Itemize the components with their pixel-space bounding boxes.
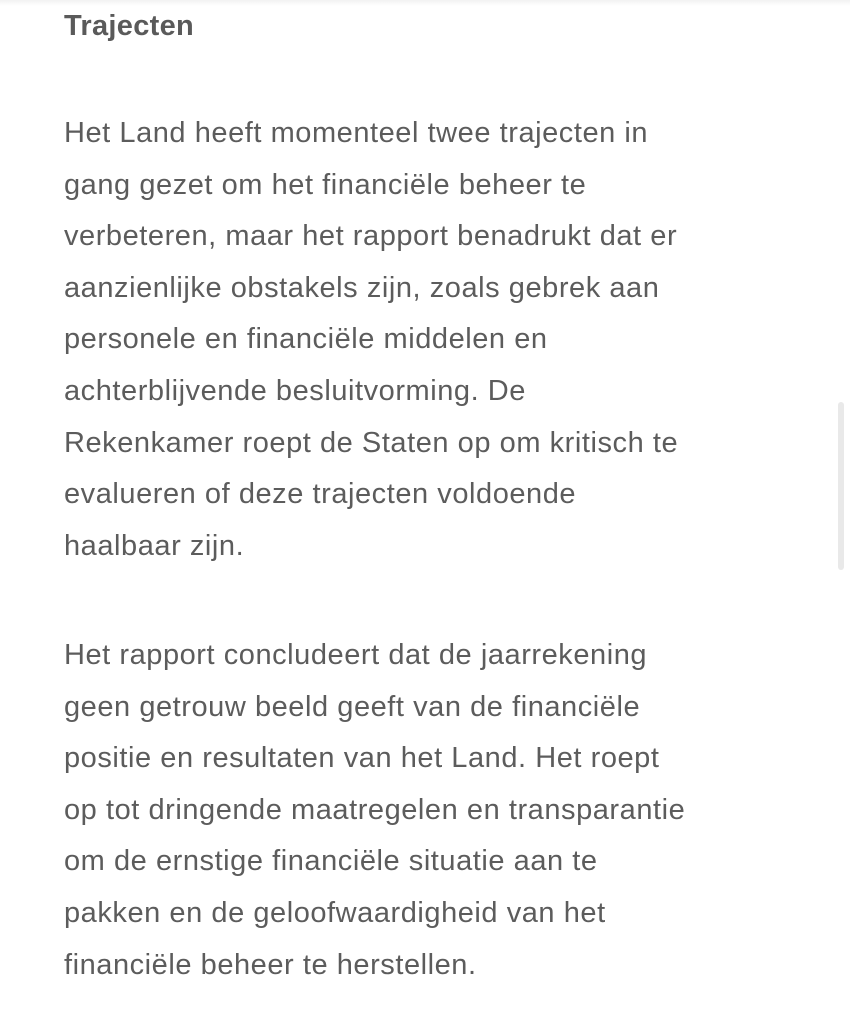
scrollbar-thumb[interactable] xyxy=(838,402,844,570)
text-line: financiële beheer te herstellen. xyxy=(64,948,477,981)
paragraph-trajecten xyxy=(64,108,678,572)
text-line: haalbaar zijn. xyxy=(64,529,245,562)
text-line: achterblijvende besluitvorming. De xyxy=(64,374,526,407)
text-line: Het rapport concludeert dat de jaarrekening xyxy=(64,639,648,671)
section-heading: Trajecten xyxy=(64,10,195,42)
text-line: geen getrouw beeld geeft van de financiële xyxy=(64,690,641,723)
text-line: om de ernstige financiële situatie aan te xyxy=(64,845,598,878)
paragraph-conclusion xyxy=(64,630,685,991)
text-line: Het Land heeft momenteel twee trajecten in xyxy=(64,117,649,149)
text-line: personele en financiële middelen en xyxy=(64,323,548,356)
text-line: verbeteren, maar het rapport benadrukt dat er xyxy=(64,220,678,253)
text-line: positie en resultaten van het Land. Het roept xyxy=(64,742,660,775)
text-line: op tot dringende maatregelen en transparantie xyxy=(64,793,686,826)
text-line: Rekenkamer roept de Staten op om kritisch te xyxy=(64,426,679,459)
text-line: aanzienlijke obstakels zijn, zoals gebrek aan xyxy=(64,271,660,304)
text-line: evalueren of deze trajecten voldoende xyxy=(64,478,577,511)
text-line: pakken en de geloofwaardigheid van het xyxy=(64,896,606,929)
text-line: gang gezet om het financiële beheer te xyxy=(64,168,587,201)
